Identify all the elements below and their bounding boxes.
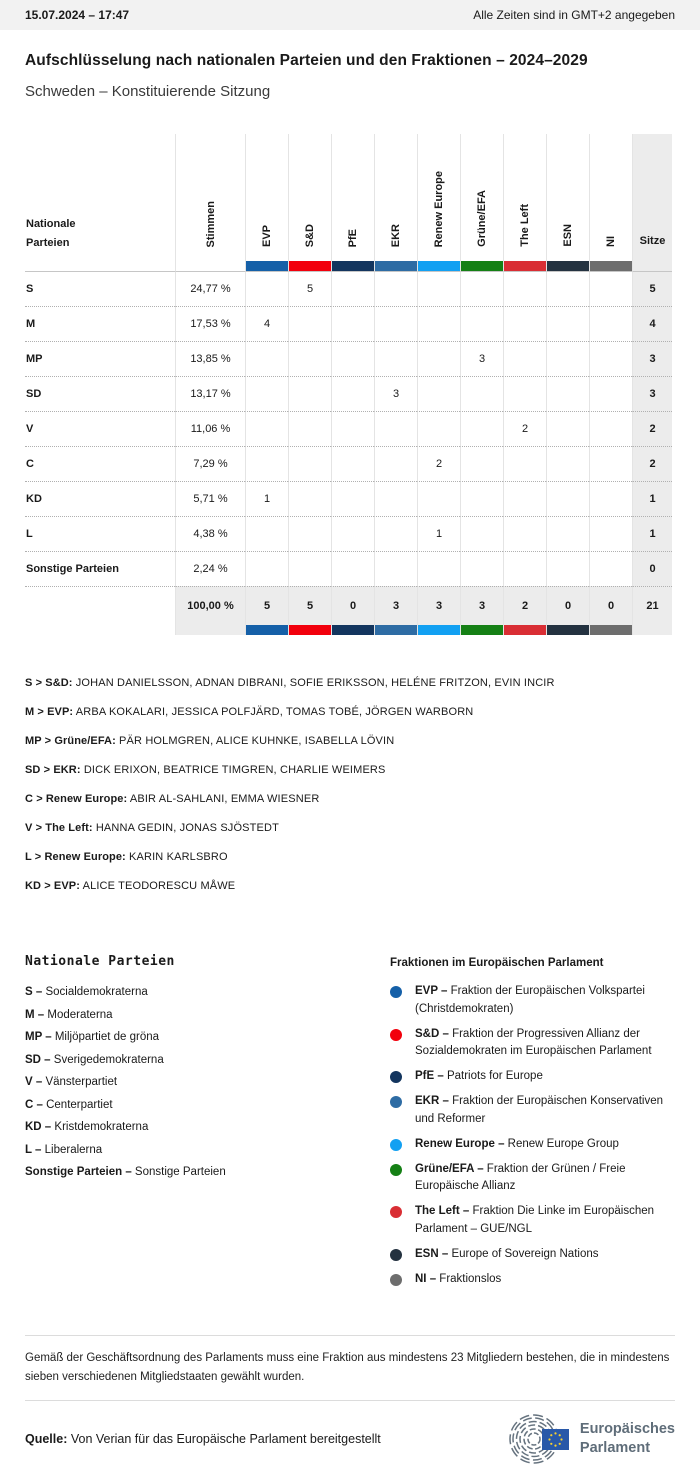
seat-cell-s-d [288, 551, 331, 586]
fraction-legend-text [415, 1093, 672, 1129]
total-seat-cell-esn: 0 [546, 586, 589, 625]
seat-cell-gr-ne-efa [460, 481, 503, 516]
member-mapping-label: M > EVP: [25, 706, 74, 718]
stimmen-cell: 17,53 % [175, 306, 245, 341]
fraction-legend-text [415, 983, 672, 1019]
fraction-legend-items [390, 983, 672, 1288]
group-color-bar-s-d [288, 261, 331, 271]
total-color-bar-ekr [374, 625, 417, 635]
fraction-legend-title: Fraktionen im Europäischen Parlament [390, 957, 604, 969]
party-legend-item [25, 1099, 390, 1111]
seat-cell-gr-ne-efa [460, 516, 503, 551]
seat-cell-the-left: 2 [503, 411, 546, 446]
fraction-abbr: ESN – [415, 1247, 449, 1260]
color-dot-icon [390, 986, 402, 998]
total-seat-cell-renew-europe: 3 [417, 586, 460, 625]
total-seat-cell-gr-ne-efa: 3 [460, 586, 503, 625]
seat-cell-esn [546, 551, 589, 586]
total-color-bar-evp [245, 625, 288, 635]
total-color-bar-ni [589, 625, 632, 635]
seat-cell-the-left [503, 341, 546, 376]
party-cell: L [25, 516, 175, 551]
party-legend-item [25, 1144, 390, 1156]
stimmen-cell: 11,06 % [175, 411, 245, 446]
seat-cell-ekr [374, 271, 417, 306]
party-name: Socialdemokraterna [42, 986, 148, 998]
party-name: Vänsterpartiet [42, 1076, 118, 1088]
seat-cell-pfe [331, 551, 374, 586]
party-legend-item [25, 1031, 390, 1043]
seat-cell-evp: 4 [245, 306, 288, 341]
seat-cell-renew-europe [417, 271, 460, 306]
fraction-legend-text [415, 1271, 672, 1289]
seat-cell-esn [546, 341, 589, 376]
column-header-stimmen [175, 134, 245, 261]
seat-cell-the-left [503, 481, 546, 516]
party-cell: MP [25, 341, 175, 376]
total-color-bar-renew-europe [417, 625, 460, 635]
color-dot-icon [390, 1139, 402, 1151]
fraction-abbr: Grüne/EFA – [415, 1162, 484, 1175]
total-color-bar-s-d [288, 625, 331, 635]
party-legend-items [25, 986, 390, 1178]
fraction-abbr: S&D – [415, 1027, 449, 1040]
sitze-cell: 1 [632, 481, 672, 516]
seat-cell-s-d: 5 [288, 271, 331, 306]
member-line [25, 764, 675, 776]
fraction-legend-text [415, 1161, 672, 1197]
member-mapping-label: V > The Left: [25, 822, 93, 834]
seat-cell-esn [546, 516, 589, 551]
member-line [25, 793, 675, 805]
party-legend-item [25, 1009, 390, 1021]
member-line [25, 677, 675, 689]
stimmen-cell: 4,38 % [175, 516, 245, 551]
seat-cell-ni [589, 271, 632, 306]
fraction-desc: Patriots for Europe [443, 1070, 543, 1083]
party-cell: V [25, 411, 175, 446]
column-header-evp [245, 134, 288, 261]
fraction-abbr: EKR – [415, 1095, 449, 1108]
member-line [25, 880, 675, 892]
color-dot-icon [390, 1029, 402, 1041]
seat-cell-evp [245, 446, 288, 481]
member-names: ALICE TEODORESCU MÅWE [80, 880, 236, 892]
total-stimmen-cell: 100,00 % [175, 586, 245, 625]
party-abbr: C – [25, 1098, 43, 1111]
seat-cell-renew-europe [417, 481, 460, 516]
seat-cell-gr-ne-efa [460, 271, 503, 306]
member-names: KARIN KARLSBRO [125, 851, 228, 863]
column-header-label: NI [605, 236, 617, 247]
sitze-cell: 4 [632, 306, 672, 341]
seat-cell-the-left [503, 376, 546, 411]
fraction-legend-item [390, 1136, 672, 1154]
source-text [25, 1432, 381, 1446]
seat-cell-ekr [374, 411, 417, 446]
sitze-cell: 0 [632, 551, 672, 586]
column-header-label: PfE [347, 228, 359, 247]
party-legend-item [25, 986, 390, 998]
member-mapping-label: L > Renew Europe: [25, 851, 126, 863]
seat-cell-ni [589, 341, 632, 376]
seat-cell-ekr [374, 516, 417, 551]
seat-cell-ni [589, 376, 632, 411]
column-header-label: Nationale Parteien [26, 217, 76, 249]
column-header-nationale-parteien [25, 134, 175, 261]
total-seat-cell-ekr: 3 [374, 586, 417, 625]
total-seat-cell-ni: 0 [589, 586, 632, 625]
seat-cell-s-d [288, 341, 331, 376]
seat-cell-gr-ne-efa [460, 411, 503, 446]
seat-cell-ekr [374, 341, 417, 376]
seat-cell-the-left [503, 306, 546, 341]
party-name: Sverigedemokraterna [50, 1053, 164, 1066]
party-abbr: Sonstige Parteien – [25, 1166, 132, 1178]
color-dot-icon [390, 1164, 402, 1176]
total-seat-cell-the-left: 2 [503, 586, 546, 625]
fraction-legend-item [390, 983, 672, 1019]
seat-cell-gr-ne-efa [460, 446, 503, 481]
party-cell: C [25, 446, 175, 481]
group-color-bar-pfe [331, 261, 374, 271]
seat-cell-s-d [288, 516, 331, 551]
seat-cell-evp [245, 516, 288, 551]
party-legend-item [25, 1121, 390, 1133]
party-name: Miljöpartiet de gröna [51, 1031, 160, 1043]
group-color-bar-ni [589, 261, 632, 271]
total-bar-spacer [632, 625, 672, 635]
seat-cell-renew-europe [417, 411, 460, 446]
members-list [25, 677, 675, 892]
sitze-cell: 2 [632, 411, 672, 446]
seat-cell-ekr [374, 306, 417, 341]
fraction-legend-item [390, 1246, 672, 1264]
party-abbr: SD – [25, 1053, 51, 1066]
seat-cell-pfe [331, 341, 374, 376]
seat-cell-esn [546, 306, 589, 341]
seat-cell-the-left [503, 551, 546, 586]
party-cell: SD [25, 376, 175, 411]
column-header-gr-ne-efa [460, 134, 503, 261]
seat-cell-s-d [288, 411, 331, 446]
total-bar-spacer [25, 625, 175, 635]
column-header-label: Renew Europe [433, 170, 445, 247]
color-dot-icon [390, 1206, 402, 1218]
member-line [25, 822, 675, 834]
column-header-esn [546, 134, 589, 261]
stimmen-cell: 5,71 % [175, 481, 245, 516]
seat-cell-evp [245, 551, 288, 586]
seat-cell-ekr [374, 481, 417, 516]
results-table [25, 134, 672, 635]
seat-cell-s-d [288, 306, 331, 341]
sitze-cell: 3 [632, 341, 672, 376]
fraction-rule-note: Gemäß der Geschäftsordnung des Parlaments muss eine Fraktion aus mindestens 23 Mitgliedern bestehen, die in mindestens sieben verschiedenen Mitgliedstaaten gewählt wurden. [25, 1352, 670, 1383]
member-line [25, 706, 675, 718]
party-name: Kristdemokraterna [51, 1121, 149, 1133]
party-name: Centerpartiet [42, 1098, 113, 1111]
fraction-legend [390, 954, 672, 1295]
seat-cell-gr-ne-efa [460, 551, 503, 586]
member-mapping-label: SD > EKR: [25, 764, 81, 776]
seat-cell-ni [589, 551, 632, 586]
column-header-the-left [503, 134, 546, 261]
group-color-bar-gr-ne-efa [460, 261, 503, 271]
party-abbr: L – [25, 1143, 42, 1156]
column-header-ekr [374, 134, 417, 261]
party-name: Liberalerna [41, 1143, 103, 1156]
column-header-ni [589, 134, 632, 261]
fraction-legend-text [415, 1203, 672, 1239]
member-mapping-label: MP > Grüne/EFA: [25, 735, 116, 747]
sitze-cell: 3 [632, 376, 672, 411]
fraction-desc: Fraktion der Progressiven Allianz der Sozialdemokraten im Europäischen Parlament [415, 1027, 652, 1058]
party-name: Sonstige Parteien [131, 1166, 226, 1178]
stimmen-cell: 13,17 % [175, 376, 245, 411]
seat-cell-pfe [331, 376, 374, 411]
party-abbr: KD – [25, 1121, 52, 1133]
timezone-note: Alle Zeiten sind in GMT+2 angegeben [473, 8, 675, 22]
fraction-abbr: PfE – [415, 1070, 444, 1083]
seat-cell-esn [546, 271, 589, 306]
divider-top [25, 1335, 675, 1336]
column-header-label: EKR [390, 223, 402, 247]
fraction-desc: Europe of Sovereign Nations [448, 1247, 599, 1260]
fraction-abbr: EVP – [415, 985, 448, 997]
stimmen-cell: 24,77 % [175, 271, 245, 306]
total-row-spacer [25, 586, 175, 625]
group-color-bar-esn [546, 261, 589, 271]
total-sitze-cell: 21 [632, 586, 672, 625]
member-names: JOHAN DANIELSSON, ADNAN DIBRANI, SOFIE ERIKSSON, HELÉNE FRITZON, EVIN INCIR [72, 677, 555, 689]
member-mapping-label: C > Renew Europe: [25, 793, 128, 805]
fraction-legend-text [415, 1136, 672, 1154]
seat-cell-s-d [288, 376, 331, 411]
party-cell: KD [25, 481, 175, 516]
party-legend-title: Nationale Parteien [25, 954, 175, 969]
fraction-abbr: The Left – [415, 1205, 470, 1218]
topbar [0, 0, 700, 30]
group-color-bar-the-left [503, 261, 546, 271]
fraction-desc: Fraktion der Europäischen Volkspartei (Christdemokraten) [415, 985, 645, 1015]
party-abbr: S – [25, 986, 43, 998]
column-header-label: Sitze [639, 235, 666, 247]
color-dot-icon [390, 1274, 402, 1286]
page-title: Aufschlüsselung nach nationalen Parteien und den Fraktionen – 2024–2029 [25, 52, 588, 69]
fraction-legend-text [415, 1246, 672, 1264]
stimmen-cell: 7,29 % [175, 446, 245, 481]
seat-cell-ni [589, 411, 632, 446]
seat-cell-ekr [374, 551, 417, 586]
column-header-s-d [288, 134, 331, 261]
page-subtitle: Schweden – Konstituierende Sitzung [25, 83, 271, 100]
seat-cell-evp [245, 411, 288, 446]
party-abbr: V – [25, 1076, 43, 1088]
header-bar-spacer [25, 261, 175, 271]
member-line [25, 851, 675, 863]
eu-flag-icon [542, 1429, 569, 1450]
ep-logo-line1: Europäisches [579, 1421, 675, 1438]
member-names: DICK ERIXON, BEATRICE TIMGREN, CHARLIE WEIMERS [80, 764, 386, 776]
party-cell: M [25, 306, 175, 341]
column-header-label: Grüne/EFA [476, 190, 488, 247]
member-names: HANNA GEDIN, JONAS SJÖSTEDT [92, 822, 279, 834]
fraction-legend-item [390, 1203, 672, 1239]
stimmen-cell: 13,85 % [175, 341, 245, 376]
color-dot-icon [390, 1071, 402, 1083]
seat-cell-the-left [503, 271, 546, 306]
fraction-legend-item [390, 1161, 672, 1197]
datetime-text: 15.07.2024 – 17:47 [25, 8, 130, 22]
seat-cell-renew-europe [417, 306, 460, 341]
member-names: ABIR AL-SAHLANI, EMMA WIESNER [127, 793, 320, 805]
column-header-label: S&D [304, 223, 316, 247]
total-color-bar-pfe [331, 625, 374, 635]
header-bar-spacer [632, 261, 672, 271]
total-color-bar-gr-ne-efa [460, 625, 503, 635]
group-color-bar-ekr [374, 261, 417, 271]
column-header-label: EVP [261, 224, 273, 247]
seat-cell-s-d [288, 446, 331, 481]
member-mapping-label: KD > EVP: [25, 880, 80, 892]
seat-cell-ni [589, 306, 632, 341]
seat-cell-evp [245, 341, 288, 376]
fraction-desc: Fraktion der Europäischen Konservativen und Reformer [415, 1095, 664, 1125]
member-names: PÄR HOLMGREN, ALICE KUHNKE, ISABELLA LÖVIN [115, 735, 395, 747]
ep-logo-wordmark [580, 1420, 675, 1458]
party-cell: Sonstige Parteien [25, 551, 175, 586]
seat-cell-renew-europe [417, 376, 460, 411]
column-header-label: ESN [562, 224, 574, 247]
total-seat-cell-pfe: 0 [331, 586, 374, 625]
fraction-desc: Fraktion der Grünen / Freie Europäische Allianz [415, 1162, 626, 1193]
seat-cell-ni [589, 446, 632, 481]
fraction-desc: Renew Europe Group [504, 1137, 619, 1150]
member-mapping-label: S > S&D: [25, 677, 73, 689]
seat-cell-gr-ne-efa [460, 376, 503, 411]
sitze-cell: 5 [632, 271, 672, 306]
european-parliament-logo [509, 1413, 675, 1465]
party-cell: S [25, 271, 175, 306]
column-header-sitze [632, 134, 672, 261]
seat-cell-renew-europe [417, 341, 460, 376]
group-color-bar-evp [245, 261, 288, 271]
seat-cell-pfe [331, 516, 374, 551]
column-header-pfe [331, 134, 374, 261]
seat-cell-pfe [331, 481, 374, 516]
total-color-bar-esn [546, 625, 589, 635]
seat-cell-ekr [374, 446, 417, 481]
seat-cell-evp [245, 271, 288, 306]
party-abbr: M – [25, 1008, 45, 1021]
seat-cell-gr-ne-efa: 3 [460, 341, 503, 376]
seat-cell-pfe [331, 411, 374, 446]
seat-cell-renew-europe [417, 551, 460, 586]
seat-cell-pfe [331, 306, 374, 341]
fraction-desc: Fraktion Die Linke im Europäischen Parlament – GUE/NGL [415, 1205, 655, 1235]
ep-hemicycle-icon [509, 1413, 571, 1465]
seat-cell-pfe [331, 271, 374, 306]
party-legend-item [25, 1054, 390, 1066]
sitze-cell: 2 [632, 446, 672, 481]
fraction-legend-item [390, 1026, 672, 1062]
column-header-label: Stimmen [204, 200, 217, 247]
seat-cell-renew-europe: 2 [417, 446, 460, 481]
party-abbr: MP – [25, 1031, 52, 1043]
total-seat-cell-s-d: 5 [288, 586, 331, 625]
divider-bottom [25, 1400, 675, 1401]
source-row [25, 1413, 675, 1465]
fraction-desc: Fraktionslos [436, 1272, 502, 1285]
seat-cell-ni [589, 516, 632, 551]
sitze-cell: 1 [632, 516, 672, 551]
member-line [25, 735, 675, 747]
fraction-legend-item [390, 1068, 672, 1086]
seat-cell-esn [546, 481, 589, 516]
seat-cell-evp: 1 [245, 481, 288, 516]
seat-cell-evp [245, 376, 288, 411]
total-seat-cell-evp: 5 [245, 586, 288, 625]
party-legend-item [25, 1166, 390, 1178]
total-bar-spacer [175, 625, 245, 635]
fraction-legend-item [390, 1093, 672, 1129]
header-bar-spacer [175, 261, 245, 271]
fraction-legend-text [415, 1026, 672, 1062]
source-value: Von Verian für das Europäische Parlament bereitgestellt [70, 1432, 381, 1447]
seat-cell-renew-europe: 1 [417, 516, 460, 551]
seat-cell-gr-ne-efa [460, 306, 503, 341]
color-dot-icon [390, 1096, 402, 1108]
party-legend-item [25, 1076, 390, 1088]
party-name: Moderaterna [44, 1008, 113, 1021]
fraction-legend-item [390, 1271, 672, 1289]
column-header-renew-europe [417, 134, 460, 261]
seat-cell-pfe [331, 446, 374, 481]
color-dot-icon [390, 1249, 402, 1261]
group-color-bar-renew-europe [417, 261, 460, 271]
fraction-abbr: Renew Europe – [415, 1137, 505, 1150]
seat-cell-esn [546, 446, 589, 481]
seat-cell-s-d [288, 481, 331, 516]
seat-cell-esn [546, 411, 589, 446]
total-color-bar-the-left [503, 625, 546, 635]
fraction-abbr: NI – [415, 1272, 437, 1285]
seat-cell-ekr: 3 [374, 376, 417, 411]
seat-cell-esn [546, 376, 589, 411]
seat-cell-the-left [503, 516, 546, 551]
ep-logo-line2: Parlament [579, 1440, 651, 1457]
source-label: Quelle: [25, 1432, 68, 1447]
stimmen-cell: 2,24 % [175, 551, 245, 586]
seat-cell-ni [589, 481, 632, 516]
legends [25, 954, 675, 1295]
fraction-legend-text [415, 1068, 672, 1086]
column-header-label: The Left [519, 204, 531, 247]
member-names: ARBA KOKALARI, JESSICA POLFJÄRD, TOMAS TOBÉ, JÖRGEN WARBORN [73, 706, 474, 718]
seat-cell-the-left [503, 446, 546, 481]
party-legend [25, 954, 390, 1295]
